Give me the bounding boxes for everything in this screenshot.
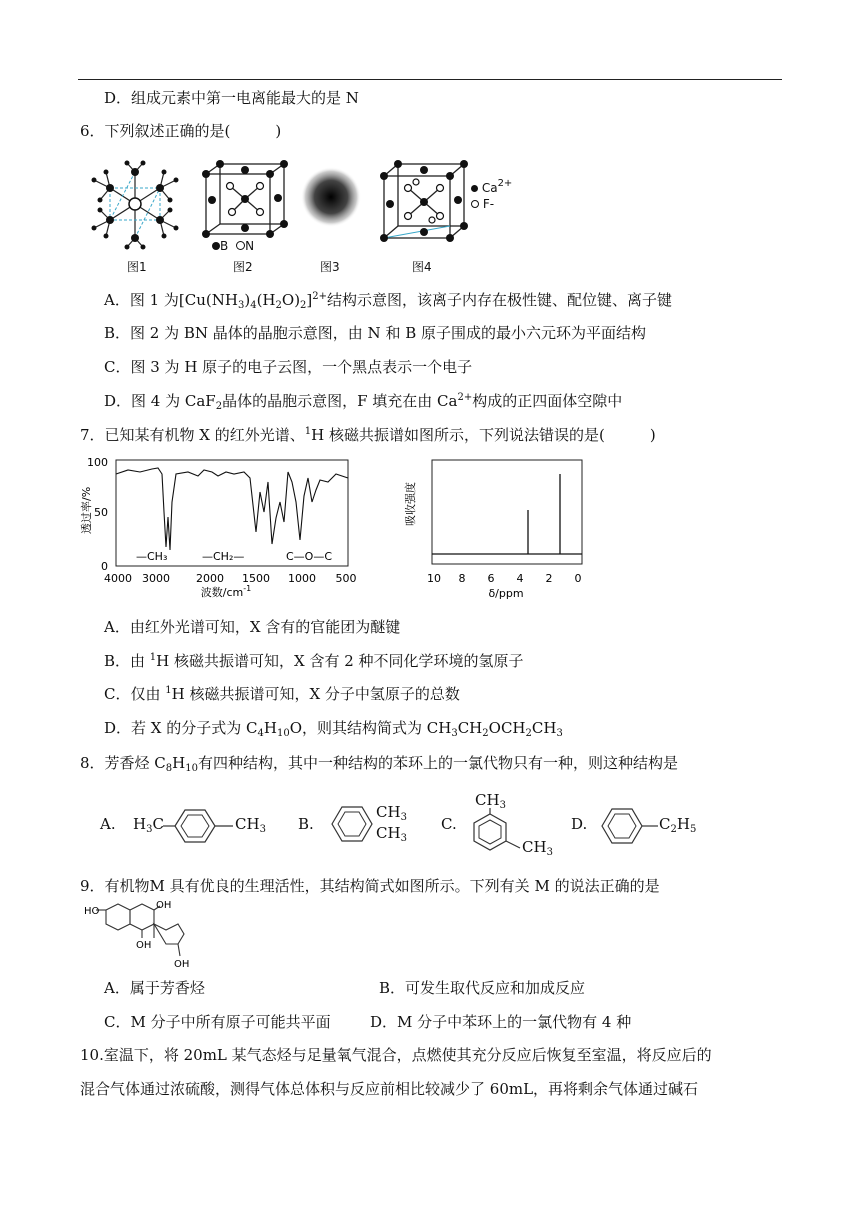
- header-rule: [78, 79, 782, 80]
- legend-ca: Ca: [481, 181, 498, 195]
- ir-band-ch3: —CH₃: [136, 550, 168, 563]
- q8-a-right-group: $CH_3$: [235, 815, 266, 835]
- q7-stem: 7．已知某有机物 X 的红外光谱、$^1$H 核磁共振谱如图所示，下列说法错误的是( ): [80, 426, 656, 444]
- q7-option-b: B．由 $^1$H 核磁共振谱可知，X 含有 2 种不同化学环境的氢原子: [104, 652, 524, 670]
- nmr-xlabel: δ/ppm: [488, 587, 524, 600]
- q8-c-top-group: $CH_3$: [475, 791, 506, 811]
- fig1-label: 图1: [127, 260, 147, 274]
- q9-option-d: D．M 分子中苯环上的一氯代物有 4 种: [370, 1013, 632, 1031]
- nmr-xtick-4: 4: [516, 572, 524, 585]
- q8-stem: 8．芳香烃 $C_8H_{10}$有四种结构，其中一种结构的苯环上的一氯代物只有一种，则这种结构是: [80, 754, 679, 774]
- nmr-xtick-10: 10: [427, 572, 441, 585]
- q6-option-b: B．图 2 为 BN 晶体的晶胞示意图，由 N 和 B 原子围成的最小六元环为平面结构: [104, 324, 647, 342]
- q8-d-benzene-icon: [598, 806, 660, 846]
- ir-ytick-50: 50: [94, 506, 108, 519]
- q9-label-oh-2: OH: [136, 940, 152, 951]
- q9-stem: 9．有机物M 具有优良的生理活性，其结构简式如图所示。下列有关 M 的说法正确的是: [80, 877, 660, 895]
- q8-a-left-group: $H_3C$: [133, 815, 164, 835]
- legend-ca-charge: 2+: [497, 178, 513, 189]
- fluoride-circle-icon: [471, 200, 479, 208]
- q8-a-benzene-icon: [163, 808, 235, 844]
- q10-line-2: 混合气体通过浓硫酸，测得气体总体积与反应前相比较减少了 60mL，再将剩余气体通过碱石: [80, 1080, 699, 1098]
- q10-line-1: 10.室温下，将 20mL 某气态烃与足量氧气混合，点燃使其充分反应后恢复至室温，将反应后的: [80, 1046, 712, 1064]
- ir-xtick-1500: 1500: [242, 572, 270, 585]
- boron-dot-icon: [212, 242, 220, 250]
- legend-f: F-: [482, 197, 495, 211]
- fig4-legend-ca: [471, 178, 513, 195]
- fig4-label: 图4: [412, 260, 432, 274]
- ir-xtick-4000: 4000: [104, 572, 132, 585]
- q9-label-ho: HO: [84, 906, 100, 917]
- ir-xlabel: 波数$/cm^{-1}$: [200, 584, 252, 599]
- q9-label-oh-1: OH: [156, 900, 172, 911]
- q9-option-b: B．可发生取代反应和加成反应: [379, 979, 586, 997]
- legend-b: B: [220, 239, 229, 253]
- ir-ytick-0: 0: [101, 560, 108, 573]
- fig2-legend: [212, 239, 254, 253]
- nmr-ylabel: 吸收强度: [404, 482, 417, 526]
- q7-option-a: A．由红外光谱可知，X 含有的官能团为醚键: [104, 618, 401, 636]
- fig4-caf2-cell: [380, 160, 468, 242]
- nmr-xtick-0: 0: [574, 572, 582, 585]
- q7-option-c: C．仅由 $^1$H 核磁共振谱可知，X 分子中氢原子的总数: [104, 685, 460, 703]
- ir-xtick-3000: 3000: [142, 572, 170, 585]
- legend-n: N: [245, 239, 255, 253]
- ir-spectrum-chart: [78, 452, 358, 602]
- q6-option-a: A．图 1 为$[Cu(NH_3)_4(H_2O)_2]^{2+}$结构示意图，该离子内存在极性键、配位键、离子键: [104, 291, 673, 311]
- calcium-dot-icon: [471, 185, 478, 192]
- q8-label-b: B.: [298, 815, 314, 833]
- q8-label-a: A.: [100, 815, 116, 833]
- q8-label-c: C.: [441, 815, 457, 833]
- fig3-electron-cloud: [300, 166, 362, 228]
- q6-stem: 6．下列叙述正确的是( ): [80, 122, 282, 140]
- q8-d-ethyl-group: $C_2H_5$: [659, 815, 697, 835]
- fig2-bn-cell: [200, 160, 290, 240]
- ir-xtick-500: 500: [335, 572, 357, 585]
- nmr-spectrum-chart: [400, 456, 590, 600]
- fig2-label: 图2: [233, 260, 253, 274]
- q9-label-oh-3: OH: [174, 959, 190, 970]
- fig4-legend-f: [471, 197, 494, 211]
- ir-band-coc: C—O—C: [286, 550, 333, 563]
- nmr-xtick-8: 8: [458, 572, 466, 585]
- ir-band-ch2: —CH₂—: [202, 550, 245, 563]
- ir-xtick-2000: 2000: [196, 572, 224, 585]
- nitrogen-circle-icon: [236, 241, 245, 250]
- nmr-xtick-2: 2: [545, 572, 553, 585]
- q8-b-top-group: $CH_3$: [376, 803, 407, 823]
- ir-xtick-1000: 1000: [288, 572, 316, 585]
- fig3-label: 图3: [320, 260, 340, 274]
- q6-option-d: D．图 4 为 CaF$_2$晶体的晶胞示意图，F 填充在由 $Ca^{2+}$构成的正四面体空隙中: [104, 392, 623, 412]
- ir-ytick-100: 100: [87, 456, 108, 469]
- nmr-xtick-6: 6: [487, 572, 495, 585]
- q9-option-a: A．属于芳香烃: [104, 979, 205, 997]
- ir-ylabel: 透过率/%: [80, 486, 93, 534]
- q6-option-c: C．图 3 为 H 原子的电子云图，一个黑点表示一个电子: [104, 358, 473, 376]
- prev-option-d: D．组成元素中第一电离能最大的是 N: [104, 89, 359, 107]
- fig1-complex-ion: [80, 158, 190, 250]
- q9-structure-m: [84, 900, 194, 972]
- q8-label-d: D.: [571, 815, 588, 833]
- q8-c-benzene-icon: [470, 808, 530, 860]
- q8-b-bottom-group: $CH_3$: [376, 824, 407, 844]
- q9-option-c: C．M 分子中所有原子可能共平面: [104, 1013, 331, 1031]
- q8-c-bottom-group: $CH_3$: [522, 838, 553, 858]
- q7-option-d: D．若 X 的分子式为 $C_4H_{10}O$，则其结构简式为 $CH_3CH_2OCH_2CH_3$: [104, 719, 563, 739]
